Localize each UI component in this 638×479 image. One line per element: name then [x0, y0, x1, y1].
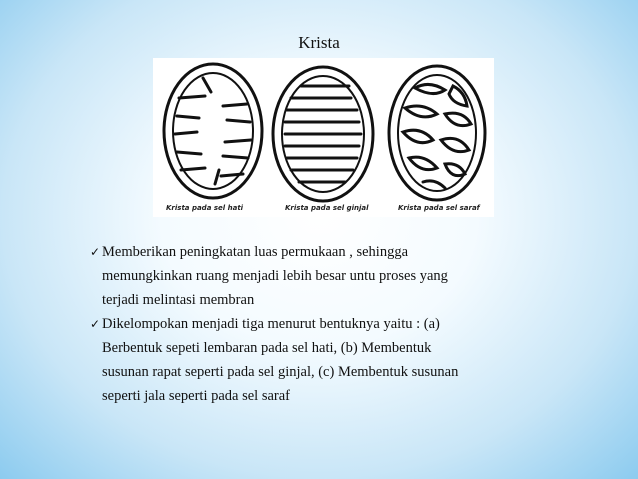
bullet-line: Memberikan peningkatan luas permukaan , sehingga [102, 244, 409, 260]
krista-figure [153, 58, 494, 217]
krista-illustration [153, 58, 494, 217]
bullet-line: terjadi melintasi membran [102, 292, 255, 308]
bullet-item [90, 312, 560, 336]
bullet-line: seperti jala seperti pada sel saraf [102, 388, 291, 404]
checkmark-icon: ✓ [90, 317, 101, 331]
slide-title: Krista [298, 33, 340, 52]
bullet-line: Berbentuk sepeti lembaran pada sel hati, (b) Membentuk [102, 340, 432, 356]
mitochondrion-liver-icon [164, 64, 262, 198]
bullet-line: Dikelompokan menjadi tiga menurut bentuknya yaitu : (a) [102, 316, 440, 332]
caption-nerve: Krista pada sel saraf [398, 204, 480, 212]
mitochondrion-kidney-icon [273, 67, 373, 201]
caption-kidney: Krista pada sel ginjal [285, 204, 369, 212]
bullet-list [90, 240, 560, 408]
mitochondrion-nerve-icon [389, 66, 485, 200]
bullet-item [90, 240, 560, 264]
bullet-line: susunan rapat seperti pada sel ginjal, (c) Membentuk susunan [102, 364, 459, 380]
checkmark-icon: ✓ [90, 245, 101, 259]
bullet-line: memungkinkan ruang menjadi lebih besar untu proses yang [102, 268, 448, 284]
caption-liver: Krista pada sel hati [166, 204, 244, 212]
